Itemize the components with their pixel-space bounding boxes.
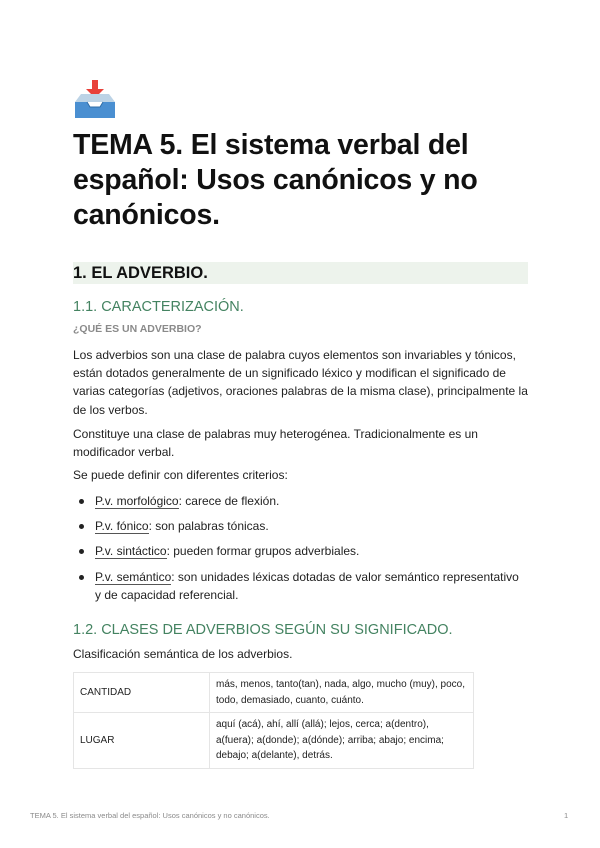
list-item (73, 542, 528, 560)
question-heading: ¿QUÉ ES UN ADVERBIO? (73, 323, 202, 335)
footer-page-number: 1 (564, 811, 569, 820)
footer-running-title: TEMA 5. El sistema verbal del español: Usos canónicos y no canónicos. (30, 811, 270, 820)
criterion-term: P.v. fónico (95, 519, 149, 534)
page-title: TEMA 5. El sistema verbal del español: Usos canónicos y no canónicos. (73, 129, 478, 231)
criterion-term: P.v. sintáctico (95, 544, 167, 559)
criterion-text: : son unidades léxicas dotadas de valor semántico representativo y de capacidad referencial. (95, 569, 519, 602)
table-cell-examples: aquí (acá), ahí, allí (allá); lejos, cerca; a(dentro), a(fuera); a(donde); a(dónde); arriba; abajo; encima; debajo; a(delante), detrás. (210, 713, 474, 769)
list-item (73, 517, 528, 535)
criteria-intro: Se puede definir con diferentes criterios: (73, 468, 288, 482)
table-cell-examples: más, menos, tanto(tan), nada, algo, mucho (muy), poco, todo, demasiado, cuanto, cuánto. (210, 673, 474, 713)
adverb-classes-table (73, 672, 474, 769)
table-row (74, 673, 474, 713)
heterogeneity-paragraph: Constituye una clase de palabras muy heterogénea. Tradicionalmente es un modificador verbal. (73, 427, 478, 460)
list-item (73, 492, 528, 510)
section-heading-adverbio: 1. EL ADVERBIO. (73, 262, 528, 284)
list-item (73, 568, 528, 604)
criterion-text: : son palabras tónicas. (148, 519, 269, 534)
table-cell-category: LUGAR (74, 713, 210, 769)
classification-intro: Clasificación semántica de los adverbios. (73, 647, 293, 661)
table-cell-category: CANTIDAD (74, 673, 210, 713)
subsection-heading-clases: 1.2. CLASES DE ADVERBIOS SEGÚN SU SIGNIFICADO. (73, 622, 453, 638)
criterion-text: : carece de flexión. (178, 494, 280, 508)
inbox-tray-icon (73, 80, 117, 120)
definition-paragraph: Los adverbios son una clase de palabra cuyos elementos son invariables y tónicos, están dotados generalmente de un significado léxico y modifican el significado de varias categorías (adjetivos, oraciones palabras de la misma clase), principalmente la de los verbos. (73, 348, 528, 417)
criterion-text: : pueden formar grupos adverbiales. (166, 544, 360, 559)
criteria-list (73, 492, 528, 604)
criterion-term: P.v. morfológico (95, 494, 179, 508)
table-row (74, 713, 474, 769)
criterion-term: P.v. semántico (95, 569, 172, 584)
subsection-heading-caracterizacion: 1.1. CARACTERIZACIÓN. (73, 299, 244, 315)
